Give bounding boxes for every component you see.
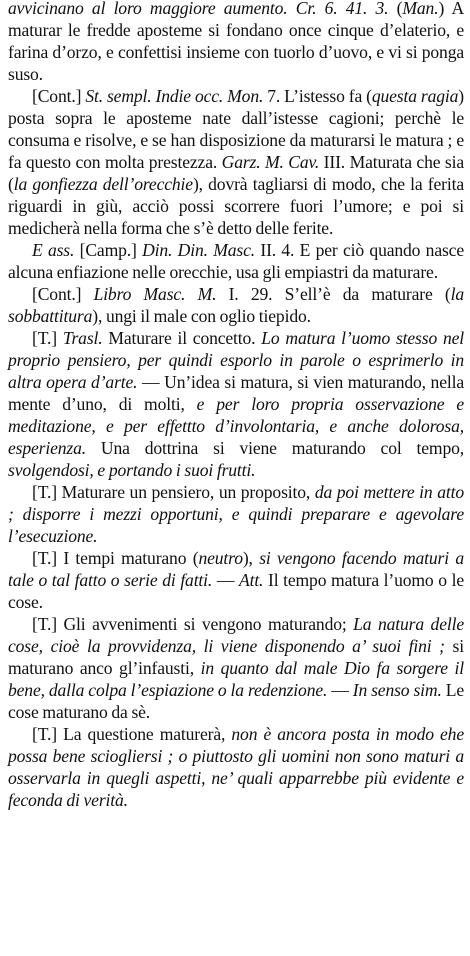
text-run: — — [212, 570, 239, 590]
italic-run: in quanto dal male Dio fa sorgere il bene, dalla colpa l’espiazione o la redenzione. — [8, 658, 464, 700]
italic-run: avvicinano al loro maggiore aumento. Cr. 6. 41. 3. — [8, 0, 389, 18]
paragraph-7 — [8, 547, 464, 613]
text-run: — — [327, 680, 353, 700]
text-run: [T.] Gli avvenimenti si vengono maturando; — [32, 614, 354, 634]
paragraph-2 — [8, 85, 464, 239]
text-run: si maturano anco gl’infausti, — [8, 636, 464, 678]
text-run: ( — [388, 0, 403, 18]
paragraph-3 — [8, 239, 464, 283]
paragraph-1 — [8, 0, 464, 85]
italic-run: si vengono facendo maturi a tale o tal fatto o serie di fatti. — [8, 548, 464, 590]
italic-run: non è ancora posta in modo ehe possa bene sciogliersi ; o piuttosto gli uomini non sono maturi a osservarla in quegli aspetti, ne’ quali apparrebbe più evidente e feconda di verità. — [8, 724, 464, 810]
paragraph-5 — [8, 327, 464, 481]
italic-run: la sobbattitura — [8, 284, 464, 326]
italic-run: la gonfiezza dell’orecchie — [13, 174, 193, 194]
text-run: ) posta sopra le aposteme nate dall’istesse cagioni; perchè le consuma e risolve, e se han disposizione da maturarsi le matura ; e fa questo con molta prestezza. — [8, 86, 464, 172]
italic-run: neutro — [198, 548, 243, 568]
text-run: [Cont.] — [32, 284, 94, 304]
text-run: I. 29. S’ell’è da maturare ( — [216, 284, 451, 304]
text-run: [Cont.] — [32, 86, 86, 106]
paragraph-4 — [8, 283, 464, 327]
italic-run: Libro Masc. M. — [93, 284, 217, 304]
text-run: [T.] Maturare un pensiero, un proposito, — [32, 482, 315, 502]
italic-run: da poi mettere in atto ; disporre i mezzi opportuni, e quindi preparare e agevolare l’esecuzione. — [8, 482, 464, 546]
italic-run: In senso sim. — [352, 680, 442, 700]
text-run: — Un’idea si matura, si vien maturando, nella mente d’uno, di molti, — [8, 372, 464, 414]
text-run: ), dovrà tagliarsi di modo, che la ferita riguardi in giù, acciò possi scorrere fuori l’umore; e poi si medicherà nella forma che s’è detto delle ferite. — [8, 174, 464, 238]
text-run: [T.] La questione maturerà, — [32, 724, 232, 744]
text-run: II. 4. E per ciò quando nasce alcuna enfiazione nelle orecchie, usa gli empiastri da maturare. — [8, 240, 465, 282]
text-run: [Camp.] — [74, 240, 143, 260]
paragraph-9 — [8, 723, 464, 811]
italic-run: Din. Din. Masc. — [142, 240, 255, 260]
italic-run: La natura delle cose, cioè la provvidenza, li viene disponendo a’ suoi fini ; — [8, 614, 464, 656]
text-run: 7. L’istesso fa ( — [263, 86, 372, 106]
italic-run: Man. — [402, 0, 439, 18]
italic-run: Garz. M. Cav. — [221, 152, 320, 172]
italic-run: Att. — [238, 570, 264, 590]
text-run: Una dottrina si viene maturando col tempo, — [86, 438, 464, 458]
text-run: [T.] — [32, 328, 63, 348]
paragraph-6 — [8, 481, 464, 547]
italic-run: Lo matura l’uomo stesso nel proprio pensiero, per quindi esporlo in parole o esprimerlo in altra opera d’arte. — [8, 328, 464, 392]
text-run: [T.] I tempi maturano ( — [32, 548, 199, 568]
paragraph-8 — [8, 613, 464, 723]
text-run: Maturare il concetto. — [102, 328, 262, 348]
italic-run: svolgendosi, e portando i suoi frutti. — [8, 460, 256, 480]
text-run: ) A maturar le fredde aposteme si fondano once cinque d’elaterio, e farina d’orzo, e confettisi insieme con tuorlo d’uovo, e vi si ponga suso. — [8, 0, 464, 84]
text-run: III. Maturata che sia ( — [8, 152, 465, 194]
text-run: ), ungi il male con oglio tiepido. — [92, 306, 311, 326]
italic-run: E ass. — [32, 240, 75, 260]
italic-run: e per loro propria osservazione e meditazione, e per effettto d’involontaria, e anche dolorosa, esperienza. — [8, 394, 465, 458]
text-run: ), — [242, 548, 260, 568]
italic-run: Trasl. — [62, 328, 103, 348]
italic-run: questa ragia — [371, 86, 459, 106]
italic-run: St. sempl. Indie occ. Mon. — [85, 86, 264, 106]
text-run: Il tempo matura l’uomo o le cose. — [8, 570, 464, 612]
text-run: Le cose maturano da sè. — [8, 680, 464, 722]
